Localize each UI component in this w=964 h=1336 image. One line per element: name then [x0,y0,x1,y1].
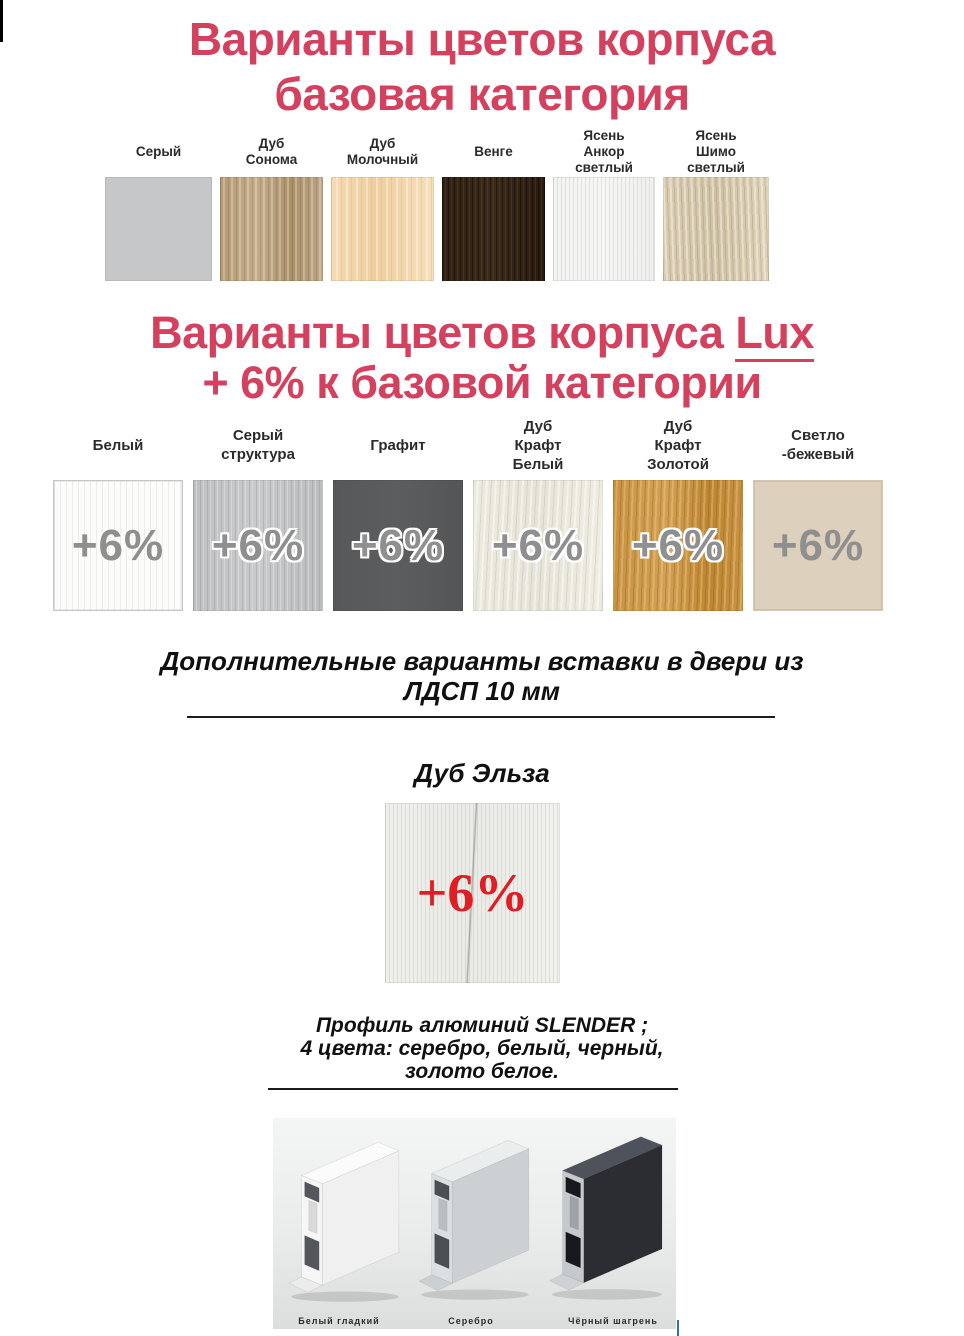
color-swatch-light-beige [753,480,883,611]
surcharge-badge: +6% [631,520,725,570]
swatch-label: Серый [135,143,182,159]
color-swatch-wenge [442,177,545,281]
swatch-column-light-beige [753,413,883,611]
swatch-label: Дуб Молочный [346,135,419,167]
aluminum-profile-silver-image [417,1128,533,1306]
swatch-column-oak-kraft-gold [613,413,743,611]
swatch-label: Белый [92,436,144,454]
surcharge-badge: +6% [771,520,865,570]
lux-underlined-word: Lux [735,307,814,362]
swatch-label: Дуб Крафт Белый [512,417,564,473]
surcharge-badge: +6% [71,520,165,570]
swatch-label: Дуб Крафт Золотой [647,417,709,473]
surcharge-badge: +6% [491,520,585,570]
profile-label-silver: Серебро [448,1316,494,1326]
swatch-column-oak-kraft-white [473,413,603,611]
profile-heading: Профиль алюминий SLENDER ; 4 цвета: серебро, белый, черный, золото белое. [300,1014,664,1083]
elza-swatch-label: Дуб Эльза [414,758,550,788]
swatch-column-wenge [442,126,545,281]
swatch-column-gray [105,126,212,281]
lux-section-title [0,308,964,408]
color-swatch-oak-kraft-white [473,480,603,611]
swatch-column-oak-milky [331,126,434,281]
lux-title-line1: Варианты цветов корпуса Lux [0,308,964,358]
profile-label-black: Чёрный шагрень [568,1316,658,1326]
color-swatch-gray [105,177,212,281]
swatch-column-gray-structure [193,413,323,611]
profile-label-white: Белый гладкий [298,1316,380,1326]
color-swatch-ash-ankor [553,177,655,281]
swatch-label: Графит [370,436,426,454]
swatch-label: Ясень Анкор светлый [575,127,633,175]
base-title-line2: базовая категория [274,68,690,120]
color-swatch-oak-kraft-gold [613,480,743,611]
aluminum-profile-white-image [287,1130,403,1308]
elza-surcharge-badge: +6% [416,863,529,923]
swatch-column-ash-shimo [663,126,769,281]
color-swatch-graphite [333,480,463,611]
swatch-label: Венге [474,143,513,159]
elza-swatch-wrap [385,803,560,983]
color-swatch-ash-shimo [663,177,769,281]
color-swatch-oak-milky [331,177,434,281]
profile-photo [273,1118,676,1329]
swatch-column-white [53,413,183,611]
swatch-column-oak-sonoma [220,126,323,281]
swatch-label: Дуб Сонома [245,135,298,167]
color-swatch-gray-structure [193,480,323,611]
surcharge-badge: +6% [351,520,445,570]
base-section-title [0,12,964,122]
swatch-column-graphite [333,413,463,611]
blue-cursor-mark [677,1320,679,1336]
color-swatch-oak-elza [385,803,560,983]
surcharge-badge: +6% [211,520,305,570]
insert-heading: Дополнительные варианты вставки в двери из ЛДСП 10 мм [160,646,804,706]
aluminum-profile-black-image [547,1124,667,1306]
color-swatch-oak-sonoma [220,177,323,281]
profile-heading-rule [268,1088,678,1090]
base-title-line1: Варианты цветов корпуса [188,13,776,65]
swatch-label: Серый структура [221,427,295,463]
swatch-label: Ясень Шимо светлый [687,127,745,175]
insert-heading-rule [187,716,775,718]
swatch-label: Светло -бежевый [781,427,855,463]
color-swatch-white [53,480,183,611]
swatch-column-ash-ankor [553,126,655,281]
lux-title-line2: + 6% к базовой категории [202,357,762,408]
